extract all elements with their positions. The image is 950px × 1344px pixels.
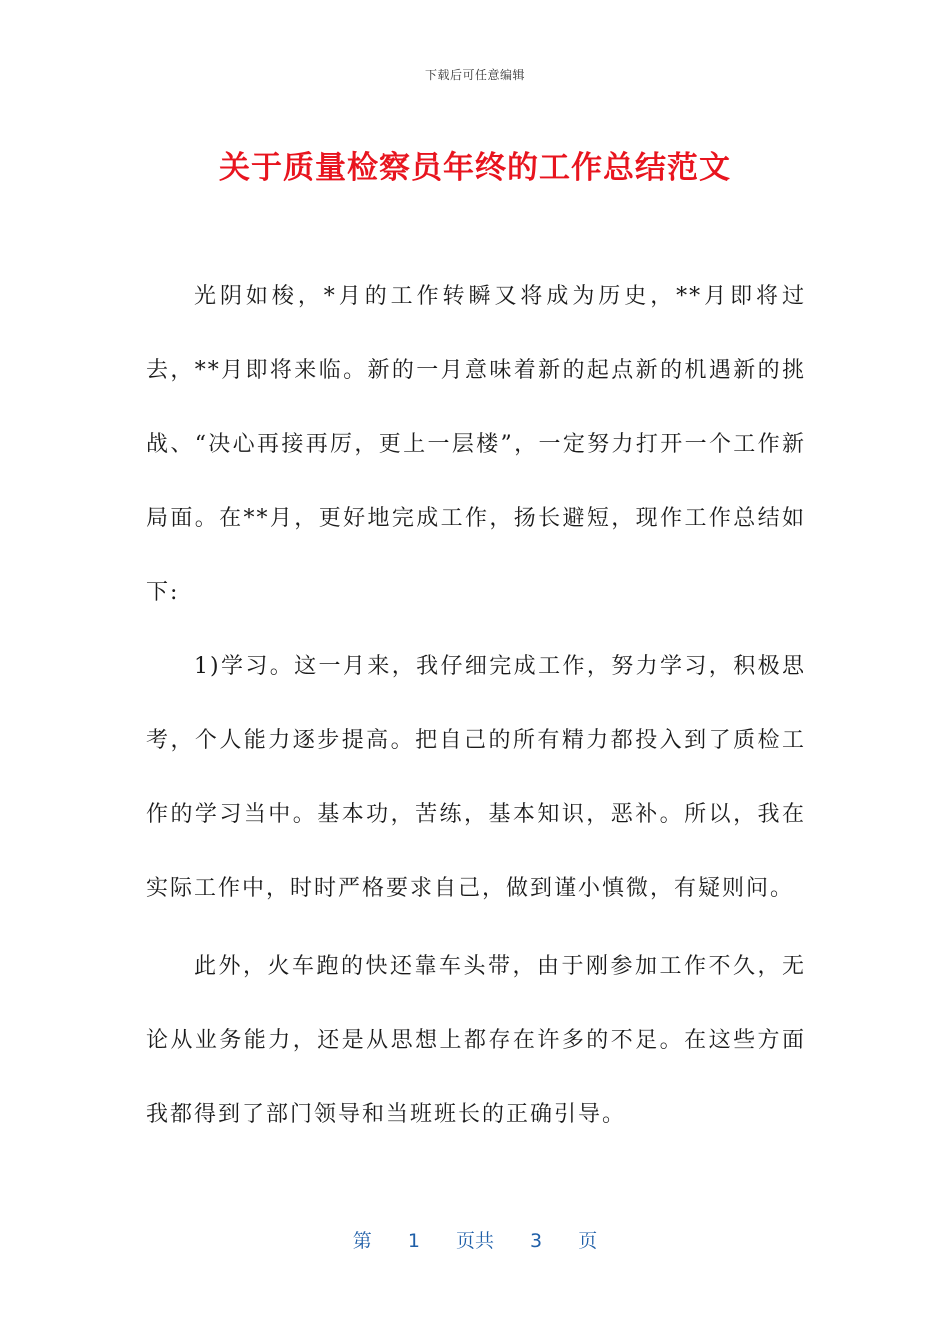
page-prefix: 第 bbox=[352, 1230, 372, 1252]
paragraph-intro: 光阴如梭，*月的工作转瞬又将成为历史，**月即将过去，**月即将来临。新的一月意味着新的起点新的机遇新的挑战、“决心再接再厉，更上一层楼”，一定努力打开一个工作新局面。在**月，更好地完成工作，扬长避短，现作工作总结如下: bbox=[146, 284, 806, 605]
page-suffix: 页 bbox=[578, 1230, 598, 1252]
header-note: 下载后可任意编辑 bbox=[424, 68, 525, 82]
page-total: 3 bbox=[530, 1230, 543, 1252]
paragraph-guidance: 此外，火车跑的快还靠车头带，由于刚参加工作不久，无论从业务能力，还是从思想上都存在许多的不足。在这些方面我都得到了部门领导和当班班长的正确引导。 bbox=[146, 954, 806, 1127]
document-title: 关于质量检察员年终的工作总结范文 bbox=[219, 150, 731, 186]
paragraph-study: 1)学习。这一月来，我仔细完成工作，努力学习，积极思考，个人能力逐步提高。把自己的所有精力都投入到了质检工作的学习当中。基本功，苦练，基本知识，恶补。所以，我在实际工作中，时时严格要求自己，做到谨小慎微，有疑则问。 bbox=[146, 654, 806, 901]
page-mid: 页共 bbox=[455, 1230, 494, 1252]
page-footer bbox=[0, 1226, 950, 1253]
page-current: 1 bbox=[407, 1230, 420, 1252]
